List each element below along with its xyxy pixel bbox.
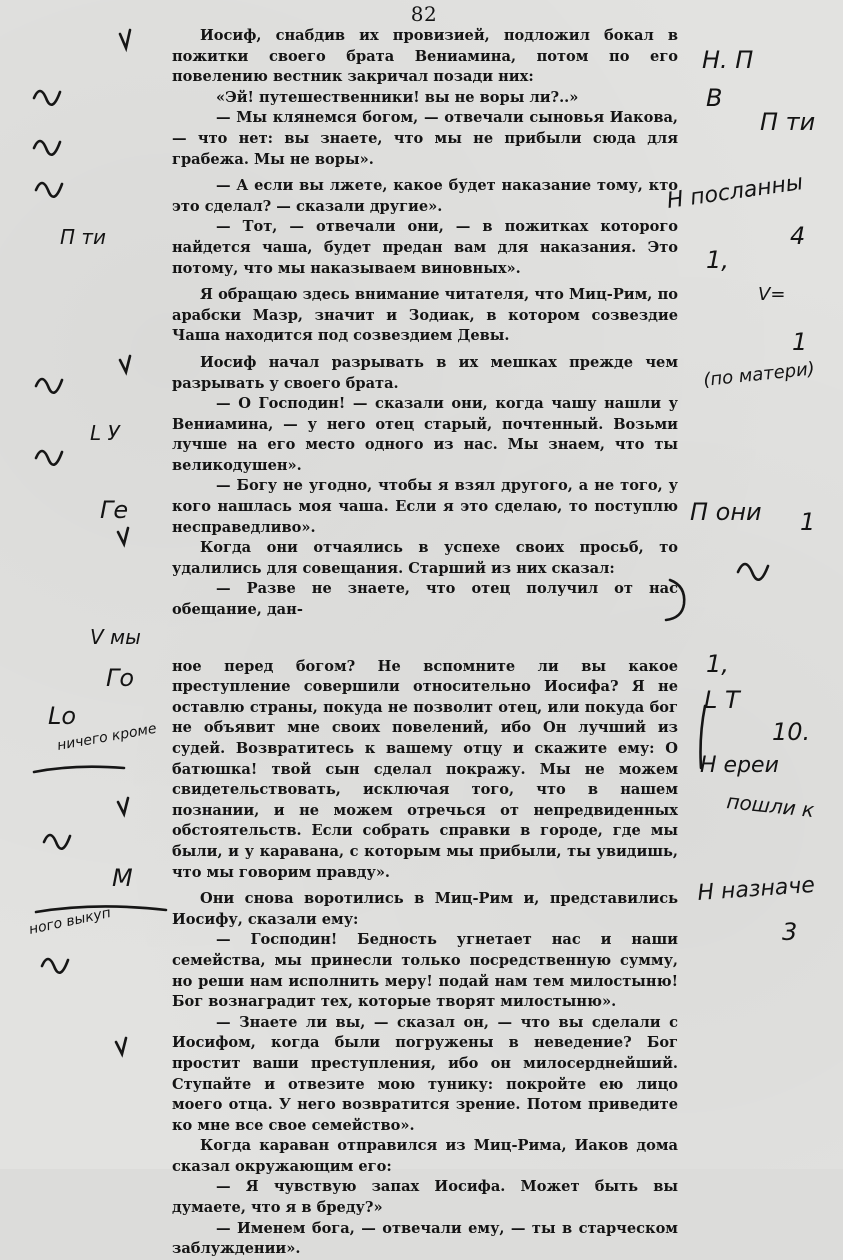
annotation: ничего кроме — [55, 720, 158, 754]
annotation: П ти — [760, 108, 816, 136]
tilde-mark — [36, 183, 62, 197]
tilde-mark — [44, 835, 70, 849]
tilde-mark — [36, 379, 62, 393]
paragraph: — О Господин! — сказали они, когда чашу нашли у Вениамина, — у него отец старый, почтенный. Возьми лучше на его место одного из нас. Мы знаем, что ты великодушен». — [172, 395, 678, 474]
body-text — [172, 26, 678, 1260]
check-mark — [120, 30, 130, 48]
paragraph: Я обращаю здесь внимание читателя, что Миц-Рим, по арабски Мазр, значит и Зодиак, в котором созвездие Чаша находится под созвездием Девы. — [172, 286, 678, 345]
tilde-mark — [34, 91, 60, 105]
paragraph: — А если вы лжете, какое будет наказание тому, кто это сделал? — сказали другие». — [172, 177, 678, 215]
annotation: М — [112, 864, 133, 892]
annotation: П они — [690, 498, 762, 526]
paragraph: — Мы клянемся богом, — отвечали сыновья Иакова, — что нет: вы знаете, что мы не прибыли сюда для грабежа. Мы не воры». — [172, 109, 678, 168]
annotation: Ге — [100, 496, 129, 524]
annotation: Н назначе — [696, 872, 816, 906]
annotation: 10. — [772, 718, 811, 746]
paragraph: — Знаете ли вы, — сказал он, — что вы сделали с Иосифом, когда были погружены в неведение? Бог простит ваши преступления, ибо он милосерднейший. Ступайте и отвезите мою тунику: покройте ею лицо моего отца. У него возвратится зрение. Потом приведите ко мне все свое семейство». — [172, 1013, 678, 1134]
paragraph: ное перед богом? Не вспомните ли вы какое преступление совершили относительно Иосифа? Я не оставлю страны, покуда не позволит отец, или покуда бог не объявит мне своих повелений, ибо Он лучший из судей. Возвратитесь к вашему отцу и скажите ему: О батюшка! твой сын сделал покражу. Мы не можем свидетельствовать, исключая того, что в нашем познании, и не можем отречься от непредвиденных обстоятельств. Если собрать справки в городе, где мы были, и у каравана, с которым мы прибыли, ты увидишь, что мы говорим правду». — [172, 657, 678, 881]
check-mark — [116, 1038, 126, 1054]
annotation: 1 — [792, 328, 808, 356]
paragraph: — Разве не знаете, что отец получил от нас обещание, дан- — [172, 580, 678, 619]
check-mark — [118, 528, 128, 544]
annotation: L У — [90, 421, 120, 445]
annotation: V= — [758, 284, 786, 305]
paragraph: «Эй! путешественники! вы не воры ли?..» — [216, 88, 579, 106]
underline-stroke — [36, 906, 166, 912]
annotation: (по матери) — [702, 358, 816, 391]
annotation: 1, — [706, 650, 729, 678]
paragraph: Когда они отчаялись в успехе своих просьб, то удалились для совещания. Старший из них сказал: — [172, 539, 678, 577]
paragraph: Они снова воротились в Миц-Рим и, представились Иосифу, сказали ему: — [172, 890, 678, 928]
annotation: Го — [106, 664, 135, 692]
annotation: 1, — [706, 246, 729, 274]
paragraph: — Именем бога, — отвечали ему, — ты в старческом заблуждении». — [172, 1219, 678, 1258]
tilde-mark — [36, 451, 62, 465]
page-gap — [172, 621, 678, 657]
annotation: 1 — [800, 508, 816, 536]
page-number: 82 — [410, 2, 438, 26]
paragraph: — Богу не угодно, чтобы я взял другого, а не того, у кого нашлась моя чаша. Если я это сделаю, то поступлю несправедливо». — [172, 477, 678, 536]
annotation: V мы — [90, 625, 141, 649]
annotation: Lо — [48, 702, 77, 730]
paragraph: — Тот, — отвечали они, — в пожитках которого найдется чаша, будет предан вам для наказания. Это потому, что мы наказываем виновных». — [172, 218, 678, 277]
annotation: 3 — [782, 918, 798, 946]
vertical-stroke — [701, 706, 706, 768]
annotation: П ти — [60, 225, 107, 249]
annotation: Н. П — [702, 46, 754, 74]
tilde-mark — [738, 564, 768, 580]
check-mark — [120, 356, 130, 372]
paragraph: Когда караван отправился из Миц-Рима, Иаков дома сказал окружающим его: — [172, 1137, 678, 1175]
annotation: L Т — [704, 686, 740, 714]
check-mark — [118, 798, 128, 814]
annotation: Н посланны — [665, 170, 805, 214]
paragraph: Иосиф, снабдив их провизией, подложил бокал в пожитки своего брата Вениамина, потом по его повелению вестник закричал позади них: — [172, 27, 678, 86]
annotation: ного выкуп — [27, 904, 113, 938]
paragraph: Иосиф начал разрывать в их мешках прежде чем разрывать у своего брата. — [172, 353, 678, 392]
annotation: 4 — [790, 222, 806, 250]
tilde-mark — [42, 959, 68, 973]
underline-stroke — [34, 767, 124, 772]
annotation: Н ереи — [700, 753, 779, 778]
annotation: В — [706, 84, 723, 112]
paragraph: — Господин! Бедность угнетает нас и наши семейства, мы принесли только посредственную сумму, но реши нам исполнить меру! подай нам тем милостыню! Бог вознаградит тех, которые творят милостыню». — [172, 931, 678, 1011]
tilde-mark — [34, 141, 60, 155]
annotation: пошли к — [725, 789, 816, 823]
paragraph: — Я чувствую запах Иосифа. Может быть вы думаете, что я в бреду?» — [172, 1178, 678, 1217]
